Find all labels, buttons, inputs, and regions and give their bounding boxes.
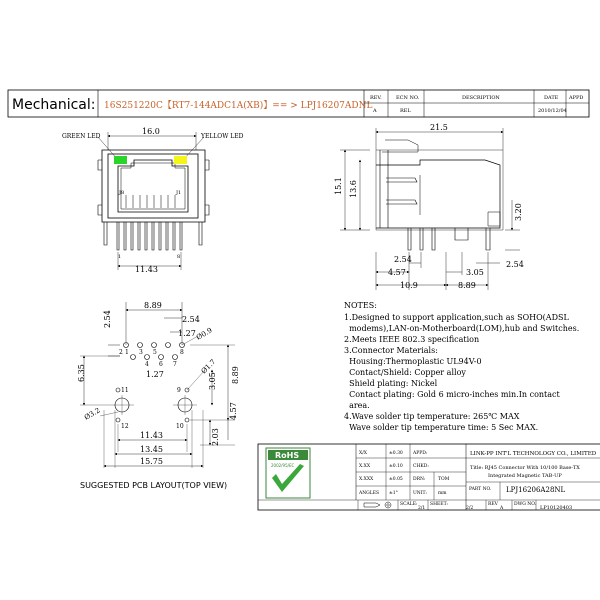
side-d1-dim: 2.54 (394, 255, 412, 264)
tol3-label: X.XXX (359, 477, 374, 482)
title-line1: Title: RJ45 Connector With 10/100 Base-TX (470, 465, 580, 471)
notes-line: 2.Meets IEEE 802.3 specification (344, 335, 480, 344)
mechanical-title: Mechanical: (12, 97, 96, 113)
side-pin-height-dim: 3.20 (514, 203, 523, 221)
side-d4-dim: 4.57 (388, 268, 406, 277)
pcb-pin-label: 10 (176, 423, 184, 430)
drn-val: TOM (438, 477, 450, 482)
sheet-label: SHEET: (430, 502, 448, 507)
rev-label: REV (488, 502, 498, 507)
pcb-pin-label: 7 (173, 361, 177, 368)
notes-line: Contact plating: Gold 6 micro-inches min.In contact (344, 390, 560, 399)
dwg-label: DWG NO. (514, 502, 537, 507)
pcb-d203: 2.03 (211, 428, 220, 446)
company-name: LINK-PP INT'L TECHNOLOGY CO., LIMITED (470, 451, 597, 457)
pcb-top-span: 8.89 (144, 301, 162, 310)
pcb-d1345: 13.45 (140, 445, 163, 454)
ecn-header: ECN NO. (396, 95, 420, 101)
notes-line: Housing:Thermoplastic UL94V-0 (344, 357, 482, 366)
angles-val: ±1° (389, 491, 398, 496)
angles-label: ANGLES (359, 491, 380, 496)
pcb-pin-label: 3 (139, 349, 143, 356)
pcb-d254a: 2.54 (182, 315, 200, 324)
date-value: 2010/12/04 (538, 108, 567, 114)
pcb-left-vert: 6.35 (77, 364, 86, 382)
pcb-pin-label: 1 (125, 349, 129, 356)
notes-line: 1.Designed to support application,such as SOHO(ADSL (344, 313, 569, 322)
pcb-d1143: 11.43 (140, 431, 163, 440)
notes-line: Wave solder tip temperature time: 5 Sec MAX. (344, 423, 539, 432)
rev-value: A (373, 108, 377, 114)
j1-label: J1 (176, 190, 182, 196)
pcb-hole-small: Ø0.9 (195, 326, 214, 342)
projection-symbol-icon (364, 502, 391, 508)
pcb-d305: 3.05 (208, 372, 217, 390)
front-pin-span-dim: 11.43 (135, 265, 158, 274)
side-height2-dim: 13.6 (349, 180, 358, 198)
notes-line: area. (344, 401, 370, 410)
scale-label: SCALE: (400, 502, 418, 507)
notes-line: Shield plating: Nickel (344, 379, 438, 388)
tol1-val: ±0.30 (389, 451, 403, 456)
chkd-label: CHKD: (413, 464, 429, 469)
date-header: DATE (544, 95, 559, 101)
pcb-d254b: 2.54 (103, 310, 112, 328)
rev-val: A (500, 506, 504, 511)
rohs-sub: 2002/95/EC (271, 463, 295, 468)
tol2-label: X.XX (359, 464, 371, 469)
pcb-pin-label: 9 (177, 387, 181, 394)
pin-left-label: 1 (118, 254, 122, 260)
part-no-value: LPJ16206A28NL (506, 486, 566, 494)
pcb-pin-label: 2 (119, 349, 123, 356)
notes-line: 3.Connector Materials: (344, 346, 438, 355)
side-d3-dim: 2.54 (506, 260, 524, 269)
notes-title: NOTES: (344, 301, 377, 310)
pcb-pin-label: 12 (121, 423, 129, 430)
front-width-dim: 16.0 (142, 127, 160, 136)
description-header: DESCRIPTION (462, 95, 500, 101)
yellow-led (174, 156, 187, 164)
sheet-value: 2/2 (466, 506, 474, 511)
pcb-hole-big: Ø3.2 (83, 406, 102, 422)
notes-block (344, 301, 579, 432)
tol2-val: ±0.10 (389, 464, 403, 469)
pcb-d889v: 8.89 (231, 366, 240, 384)
part-no-label: PART NO. (469, 487, 492, 492)
side-d6-dim: 8.89 (458, 281, 476, 290)
side-d2-dim: 3.05 (466, 268, 484, 277)
pcb-d457: 4.57 (229, 402, 238, 420)
pcb-caption: SUGGESTED PCB LAYOUT(TOP VIEW) (80, 481, 228, 490)
pcb-pin-label: 8 (180, 349, 184, 356)
title-block (258, 444, 600, 511)
rev-table (364, 90, 589, 117)
pcb-d127b: 1.27 (146, 370, 164, 379)
title-line2: Integrated Magnetic TAB-UP (488, 473, 562, 479)
green-led-label: GREEN LED (62, 133, 101, 140)
scale-value: 2/1 (418, 506, 426, 511)
pin-right-label: 8 (177, 254, 181, 260)
side-d5-dim: 10.9 (400, 281, 418, 290)
rohs-label: RoHS (275, 451, 300, 460)
appd-header: APPD (569, 95, 584, 101)
green-led (114, 156, 127, 164)
pcb-d1575: 15.75 (140, 457, 163, 466)
pcb-pin-label: 4 (145, 361, 149, 368)
j8-label: J8 (119, 190, 125, 196)
rohs-badge (266, 448, 310, 498)
pcb-pin-label: 5 (153, 349, 157, 356)
ecn-value: REL (400, 108, 411, 114)
part-change-text: 16S251220C【RT7-144ADC1A(XB)】== > LPJ16207ADNL (104, 101, 373, 111)
pcb-hole-mid: Ø1.7 (199, 357, 218, 376)
pcb-pin-label: 11 (121, 387, 129, 394)
unit-label: UNIT: (413, 491, 427, 496)
pcb-d127a: 1.27 (178, 329, 196, 338)
dwg-val: LP10120403 (540, 505, 573, 511)
side-view (340, 128, 520, 290)
tol3-val: ±0.05 (389, 477, 403, 482)
tol1-label: X/X (359, 451, 367, 456)
appd-label: APPD: (413, 451, 428, 456)
side-height-dim: 15.1 (334, 177, 343, 195)
notes-line: 4.Wave solder tip temperature: 265℃ MAX (344, 412, 520, 421)
rev-header: REV. (370, 95, 382, 101)
side-length-dim: 21.5 (430, 123, 448, 132)
header-block (8, 90, 589, 117)
yellow-led-label: YELLOW LED (201, 133, 244, 140)
notes-line: Contact/Shield: Copper alloy (344, 368, 466, 377)
unit-val: mm (438, 491, 447, 496)
notes-line: modems),LAN-on-Motherboard(LOM),hub and Switches. (344, 324, 580, 333)
pcb-pin-label: 6 (159, 361, 163, 368)
drn-label: DRN: (413, 477, 426, 482)
front-view (98, 132, 209, 270)
